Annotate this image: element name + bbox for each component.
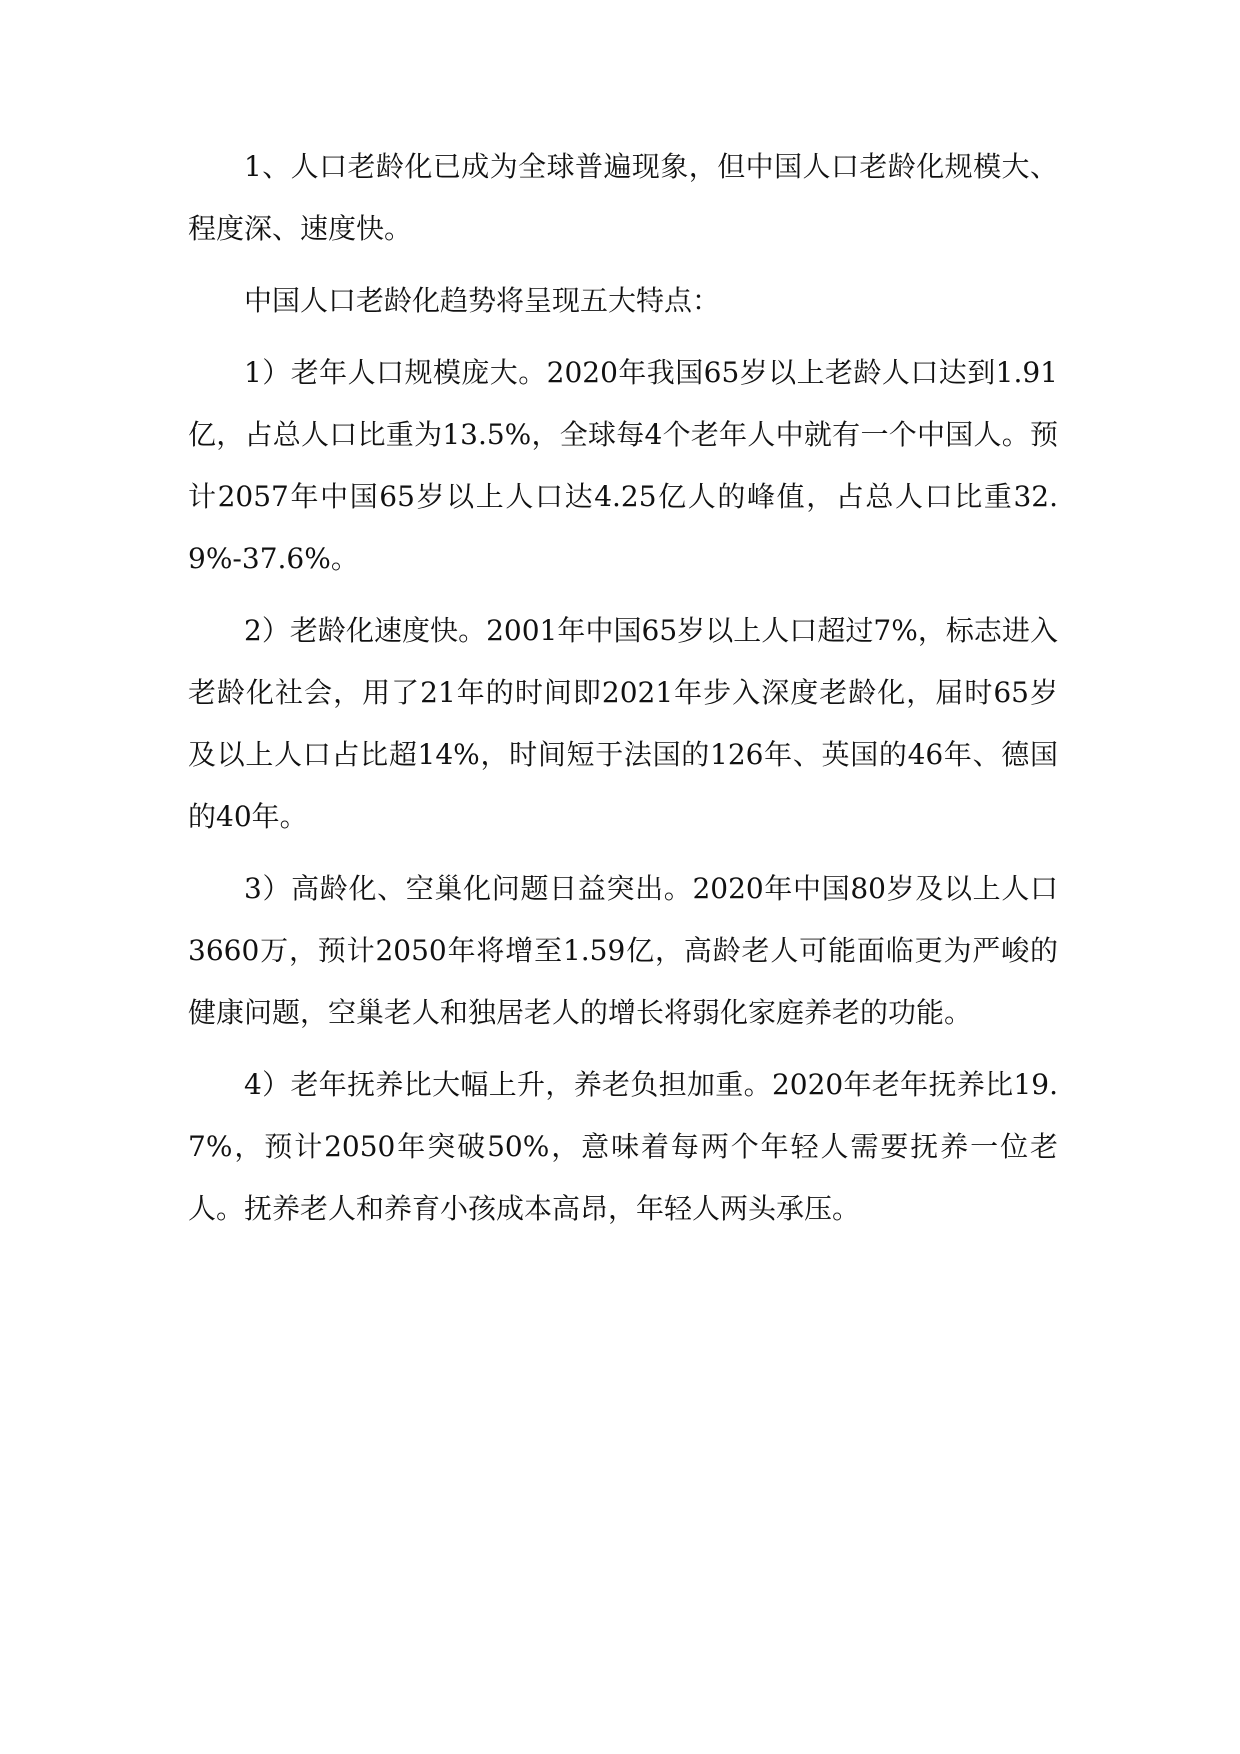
paragraph-aging-global: 1、人口老龄化已成为全球普遍现象，但中国人口老龄化规模大、程度深、速度快。 (188, 150, 1058, 245)
paragraph-five-features-intro: 中国人口老龄化趋势将呈现五大特点： (244, 284, 721, 317)
paragraph-feature-3-elderly-empty-nest: 3）高龄化、空巢化问题日益突出。2020年中国80岁及以上人口3660万，预计2050年将增至1.59亿，高龄老人可能面临更为严峻的健康问题，空巢老人和独居老人的增长将弱化家庭养老的功能。 (188, 872, 1058, 1029)
document-body (188, 136, 1058, 1250)
paragraph-feature-1-scale: 1）老年人口规模庞大。2020年我国65岁以上老龄人口达到1.91亿，占总人口比重为13.5%，全球每4个老年人中就有一个中国人。预计2057年中国65岁以上人口达4.25亿人的峰值，占总人口比重32.9%-37.6%。 (188, 356, 1058, 575)
paragraph-feature-2-speed: 2）老龄化速度快。2001年中国65岁以上人口超过7%，标志进入老龄化社会，用了21年的时间即2021年步入深度老龄化，届时65岁及以上人口占比超14%，时间短于法国的126年、英国的46年、德国的40年。 (188, 614, 1058, 833)
paragraph-feature-4-dependency-ratio: 4）老年抚养比大幅上升，养老负担加重。2020年老年抚养比19.7%，预计2050年突破50%，意味着每两个年轻人需要抚养一位老人。抚养老人和养育小孩成本高昂，年轻人两头承压。 (188, 1068, 1058, 1225)
